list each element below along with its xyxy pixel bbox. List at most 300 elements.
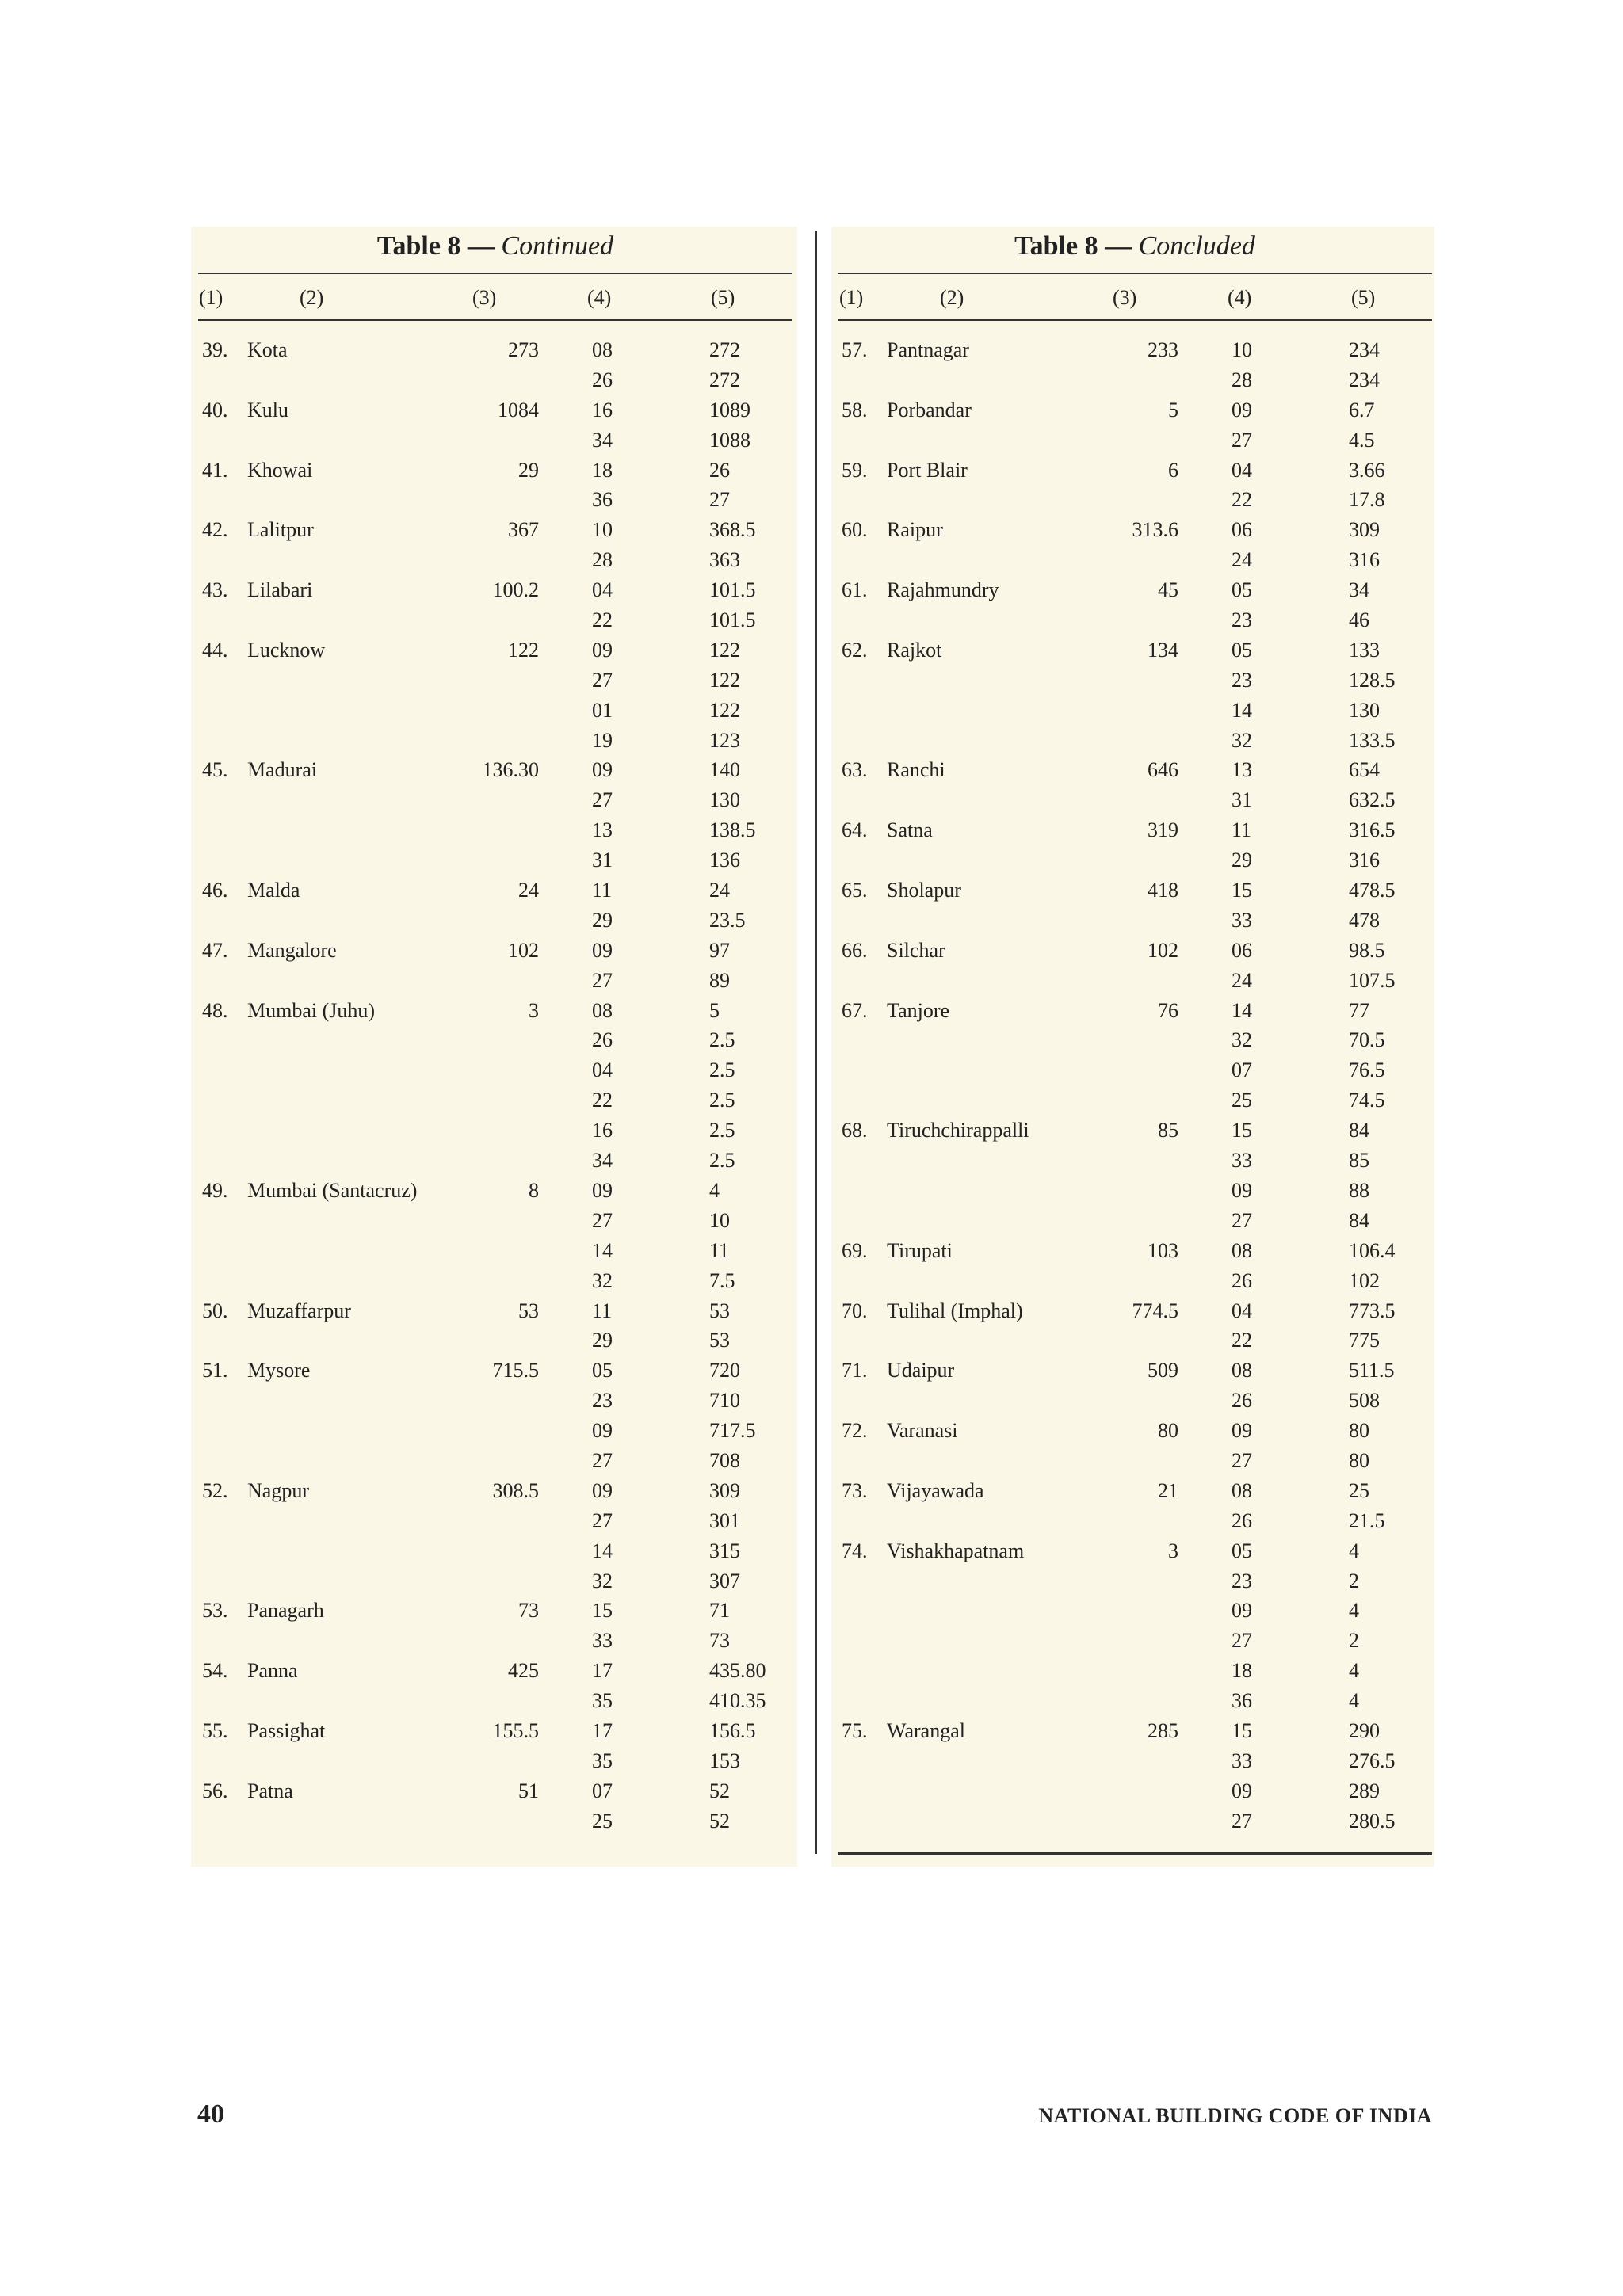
table-row	[198, 545, 792, 575]
left-cell-col1: 49.	[202, 1178, 228, 1202]
left-cell-col4: 04	[592, 578, 613, 602]
table-row	[838, 1776, 1432, 1806]
left-cell-col3: 53	[518, 1299, 539, 1322]
left-cell-col4: 32	[592, 1569, 613, 1592]
table-row	[198, 1596, 792, 1626]
left-cell-col4: 16	[592, 398, 613, 421]
table-row	[838, 425, 1432, 456]
right-cell-col1: 70.	[842, 1299, 868, 1322]
left-cell-col5: 717.5	[709, 1419, 756, 1443]
left-cell-col2: Lucknow	[247, 638, 326, 662]
left-cell-col5: 122	[709, 638, 740, 662]
left-cell-col4: 35	[592, 1689, 613, 1713]
left-cell-col1: 47.	[202, 938, 228, 962]
table-row	[198, 515, 792, 545]
right-cell-col4: 31	[1232, 788, 1252, 812]
left-table-body	[198, 335, 792, 1836]
left-cell-col2: Panna	[247, 1659, 298, 1683]
table-row	[198, 335, 792, 365]
left-cell-col1: 40.	[202, 398, 228, 421]
right-cell-col5: 76.5	[1349, 1058, 1385, 1082]
table-row	[838, 1536, 1432, 1566]
right-cell-col4: 04	[1232, 458, 1252, 482]
right-cell-col4: 24	[1232, 548, 1252, 572]
table-row	[198, 1266, 792, 1296]
right-cell-col1: 67.	[842, 998, 868, 1022]
left-header-col4: (4)	[587, 286, 612, 309]
left-cell-col5: 140	[709, 758, 740, 782]
left-cell-col3: 715.5	[492, 1359, 539, 1383]
left-cell-col4: 11	[592, 1299, 613, 1322]
right-cell-col4: 09	[1232, 1178, 1252, 1202]
left-cell-col5: 122	[709, 698, 740, 722]
left-cell-col4: 26	[592, 368, 613, 391]
table-row	[198, 1776, 792, 1806]
right-cell-col1: 73.	[842, 1478, 868, 1502]
right-cell-col4: 14	[1232, 698, 1252, 722]
left-cell-col5: 101.5	[709, 578, 756, 602]
table-row	[198, 1476, 792, 1506]
left-cell-col3: 29	[518, 458, 539, 482]
left-cell-col4: 19	[592, 728, 613, 752]
right-cell-col5: 775	[1349, 1329, 1380, 1352]
right-cell-col1: 63.	[842, 758, 868, 782]
left-cell-col4: 22	[592, 1089, 613, 1112]
left-cell-col2: Passighat	[247, 1718, 326, 1742]
left-cell-col5: 136	[709, 849, 740, 872]
table-row	[838, 1356, 1432, 1386]
right-cell-col5: 84	[1349, 1208, 1369, 1232]
left-cell-col3: 24	[518, 879, 539, 902]
right-cell-col3: 285	[1148, 1718, 1178, 1742]
left-cell-col4: 31	[592, 849, 613, 872]
right-cell-col2: Tulihal (Imphal)	[887, 1299, 1023, 1322]
right-cell-col3: 774.5	[1132, 1299, 1178, 1322]
left-cell-col4: 27	[592, 1448, 613, 1472]
right-cell-col5: 478	[1349, 908, 1380, 932]
right-cell-col5: 106.4	[1349, 1238, 1396, 1262]
left-cell-col3: 8	[529, 1178, 539, 1202]
left-header-col3: (3)	[472, 286, 497, 309]
table-row	[838, 815, 1432, 845]
right-cell-col3: 6	[1168, 458, 1178, 482]
right-cell-col3: 418	[1148, 879, 1178, 902]
right-cell-col5: 316	[1349, 849, 1380, 872]
table-row	[838, 485, 1432, 515]
right-cell-col4: 09	[1232, 1419, 1252, 1443]
table-row	[838, 845, 1432, 875]
right-cell-col1: 75.	[842, 1718, 868, 1742]
right-cell-col5: 102	[1349, 1268, 1380, 1292]
right-cell-col4: 28	[1232, 368, 1252, 391]
table-row	[838, 1596, 1432, 1626]
table-row	[198, 936, 792, 966]
right-cell-col4: 14	[1232, 998, 1252, 1022]
right-cell-col5: 2	[1349, 1629, 1359, 1653]
table-row	[838, 1446, 1432, 1476]
right-cell-col4: 23	[1232, 1569, 1252, 1592]
left-cell-col5: 363	[709, 548, 740, 572]
right-cell-col4: 09	[1232, 1599, 1252, 1623]
right-cell-col3: 319	[1148, 818, 1178, 842]
right-table-caption	[838, 228, 1432, 265]
left-cell-col5: 53	[709, 1329, 730, 1352]
table-row	[838, 785, 1432, 815]
right-cell-col1: 60.	[842, 518, 868, 542]
table-row	[838, 1386, 1432, 1416]
right-cell-col3: 646	[1148, 758, 1178, 782]
left-cell-col4: 17	[592, 1659, 613, 1683]
table-row	[838, 1085, 1432, 1116]
left-cell-col5: 1089	[709, 398, 750, 421]
table-row	[198, 845, 792, 875]
left-cell-col4: 27	[592, 788, 613, 812]
table-row	[198, 485, 792, 515]
left-cell-col4: 16	[592, 1119, 613, 1142]
right-cell-col2: Sholapur	[887, 879, 961, 902]
right-cell-col2: Vishakhapatnam	[887, 1539, 1025, 1562]
right-cell-col5: 4	[1349, 1539, 1359, 1562]
left-cell-col2: Kota	[247, 338, 288, 361]
right-table-body	[838, 335, 1432, 1836]
table-row	[198, 1536, 792, 1566]
left-cell-col4: 05	[592, 1359, 613, 1383]
right-cell-col5: 46	[1349, 608, 1369, 632]
left-cell-col1: 54.	[202, 1659, 228, 1683]
left-cell-col5: 307	[709, 1569, 740, 1592]
table-row	[838, 1476, 1432, 1506]
table-row	[838, 1566, 1432, 1596]
left-cell-col3: 136.30	[482, 758, 539, 782]
right-cell-col4: 26	[1232, 1508, 1252, 1532]
left-cell-col5: 26	[709, 458, 730, 482]
right-cell-col2: Port Blair	[887, 458, 968, 482]
left-cell-col1: 41.	[202, 458, 228, 482]
table-row	[198, 1686, 792, 1716]
table-row	[838, 1656, 1432, 1686]
right-table-bottom-rule	[838, 1852, 1432, 1855]
right-cell-col5: 4	[1349, 1659, 1359, 1683]
left-cell-col5: 435.80	[709, 1659, 766, 1683]
table-row	[198, 575, 792, 605]
left-cell-col1: 50.	[202, 1299, 228, 1322]
table-row	[198, 605, 792, 635]
right-cell-col5: 478.5	[1349, 879, 1396, 902]
right-cell-col5: 234	[1349, 338, 1380, 361]
right-cell-col2: Rajahmundry	[887, 578, 999, 602]
right-cell-col5: 3.66	[1349, 458, 1385, 482]
left-cell-col3: 155.5	[492, 1718, 539, 1742]
right-cell-col2: Silchar	[887, 938, 945, 962]
left-cell-col2: Mangalore	[247, 938, 337, 962]
left-cell-col1: 42.	[202, 518, 228, 542]
right-cell-col5: 107.5	[1349, 968, 1396, 992]
left-cell-col1: 44.	[202, 638, 228, 662]
right-cell-col5: 290	[1349, 1718, 1380, 1742]
left-cell-col4: 29	[592, 1329, 613, 1352]
right-cell-col1: 57.	[842, 338, 868, 361]
right-cell-col4: 09	[1232, 1779, 1252, 1802]
table-row	[198, 906, 792, 936]
right-cell-col4: 27	[1232, 428, 1252, 452]
left-cell-col4: 34	[592, 1149, 613, 1173]
table-row	[198, 666, 792, 696]
right-cell-col4: 10	[1232, 338, 1252, 361]
right-cell-col2: Tanjore	[887, 998, 950, 1022]
right-header-col2: (2)	[940, 286, 964, 309]
left-cell-col4: 09	[592, 1178, 613, 1202]
right-cell-col5: 80	[1349, 1419, 1369, 1443]
right-cell-col4: 05	[1232, 1539, 1252, 1562]
table-row	[198, 1055, 792, 1085]
left-cell-col3: 51	[518, 1779, 539, 1802]
table-row	[838, 1806, 1432, 1836]
left-cell-col1: 52.	[202, 1478, 228, 1502]
right-cell-col5: 654	[1349, 758, 1380, 782]
right-cell-col5: 98.5	[1349, 938, 1385, 962]
left-cell-col5: 272	[709, 338, 740, 361]
right-cell-col4: 33	[1232, 1149, 1252, 1173]
left-cell-col2: Mumbai (Juhu)	[247, 998, 376, 1022]
left-cell-col4: 25	[592, 1809, 613, 1833]
left-cell-col4: 23	[592, 1389, 613, 1413]
left-cell-col4: 27	[592, 1508, 613, 1532]
right-cell-col4: 06	[1232, 518, 1252, 542]
right-cell-col3: 45	[1158, 578, 1178, 602]
left-cell-col1: 53.	[202, 1599, 228, 1623]
right-cell-col4: 27	[1232, 1629, 1252, 1653]
right-cell-col5: 511.5	[1349, 1359, 1395, 1383]
table-row	[198, 755, 792, 785]
right-header-col3: (3)	[1113, 286, 1137, 309]
right-header-col1: (1)	[839, 286, 864, 309]
table-row	[838, 605, 1432, 635]
right-cell-col3: 85	[1158, 1119, 1178, 1142]
left-cell-col4: 14	[592, 1539, 613, 1562]
left-cell-col5: 2.5	[709, 1119, 735, 1142]
right-cell-col4: 26	[1232, 1268, 1252, 1292]
table-row	[198, 1626, 792, 1656]
right-cell-col2: Tiruchchirappalli	[887, 1119, 1029, 1142]
left-header-col2: (2)	[300, 286, 324, 309]
table-row	[838, 575, 1432, 605]
table-row	[198, 875, 792, 906]
table-row	[198, 785, 792, 815]
left-cell-col5: 138.5	[709, 818, 756, 842]
left-cell-col5: 2.5	[709, 1089, 735, 1112]
right-cell-col5: 77	[1349, 998, 1369, 1022]
left-cell-col2: Khowai	[247, 458, 313, 482]
left-cell-col5: 708	[709, 1448, 740, 1472]
right-cell-col4: 07	[1232, 1058, 1252, 1082]
left-cell-col4: 22	[592, 608, 613, 632]
right-cell-col4: 27	[1232, 1448, 1252, 1472]
table-row	[838, 1206, 1432, 1236]
right-cell-col5: 280.5	[1349, 1809, 1396, 1833]
right-cell-col2: Ranchi	[887, 758, 945, 782]
right-cell-col4: 06	[1232, 938, 1252, 962]
left-cell-col5: 153	[709, 1749, 740, 1772]
right-cell-col4: 27	[1232, 1809, 1252, 1833]
right-cell-col4: 05	[1232, 578, 1252, 602]
left-cell-col2: Mysore	[247, 1359, 311, 1383]
left-cell-col5: 315	[709, 1539, 740, 1562]
table-row	[198, 1356, 792, 1386]
right-cell-col2: Udaipur	[887, 1359, 955, 1383]
right-cell-col2: Rajkot	[887, 638, 942, 662]
table-row	[198, 815, 792, 845]
left-cell-col4: 09	[592, 1419, 613, 1443]
right-cell-col3: 21	[1158, 1478, 1178, 1502]
right-cell-col5: 316.5	[1349, 818, 1396, 842]
column-separator	[815, 231, 817, 1854]
left-cell-col3: 425	[508, 1659, 539, 1683]
table-row	[838, 696, 1432, 726]
table-row	[838, 906, 1432, 936]
book-title: NATIONAL BUILDING CODE OF INDIA	[1038, 2104, 1432, 2127]
right-cell-col5: 17.8	[1349, 488, 1385, 512]
right-cell-col5: 4	[1349, 1689, 1359, 1713]
right-cell-col3: 134	[1148, 638, 1178, 662]
table-row	[838, 875, 1432, 906]
left-cell-col1: 56.	[202, 1779, 228, 1802]
left-cell-col5: 10	[709, 1208, 730, 1232]
table-row	[838, 456, 1432, 486]
table-row	[198, 966, 792, 996]
left-cell-col5: 123	[709, 728, 740, 752]
left-cell-col5: 122	[709, 668, 740, 692]
right-cell-col5: 289	[1349, 1779, 1380, 1802]
left-cell-col4: 27	[592, 968, 613, 992]
left-header-bottom-rule	[198, 319, 792, 321]
right-cell-col1: 72.	[842, 1419, 868, 1443]
right-caption-italic: Concluded	[1138, 231, 1255, 261]
left-cell-col4: 26	[592, 1028, 613, 1052]
right-cell-col1: 66.	[842, 938, 868, 962]
left-cell-col4: 33	[592, 1629, 613, 1653]
left-cell-col3: 273	[508, 338, 539, 361]
left-cell-col2: Nagpur	[247, 1478, 309, 1502]
left-cell-col2: Lilabari	[247, 578, 313, 602]
left-cell-col4: 18	[592, 458, 613, 482]
table-row	[198, 996, 792, 1026]
left-cell-col5: 710	[709, 1389, 740, 1413]
left-cell-col2: Mumbai (Santacruz)	[247, 1178, 418, 1202]
table-row	[838, 1236, 1432, 1266]
right-cell-col1: 58.	[842, 398, 868, 421]
left-cell-col4: 09	[592, 938, 613, 962]
left-cell-col3: 1084	[498, 398, 539, 421]
left-cell-col4: 04	[592, 1058, 613, 1082]
left-cell-col3: 3	[529, 998, 539, 1022]
table-row	[198, 1746, 792, 1776]
left-table-caption	[198, 228, 792, 265]
right-cell-col4: 23	[1232, 608, 1252, 632]
right-cell-col5: 133	[1349, 638, 1380, 662]
left-cell-col1: 51.	[202, 1359, 228, 1383]
table-row	[198, 1176, 792, 1206]
right-cell-col5: 309	[1349, 518, 1380, 542]
left-cell-col5: 53	[709, 1299, 730, 1322]
left-cell-col2: Madurai	[247, 758, 318, 782]
left-cell-col5: 272	[709, 368, 740, 391]
table-row	[198, 456, 792, 486]
right-cell-col4: 04	[1232, 1299, 1252, 1322]
right-cell-col3: 5	[1168, 398, 1178, 421]
right-cell-col5: 4	[1349, 1599, 1359, 1623]
right-cell-col4: 33	[1232, 1749, 1252, 1772]
table-row	[838, 1716, 1432, 1746]
left-cell-col4: 08	[592, 998, 613, 1022]
table-row	[838, 755, 1432, 785]
left-cell-col1: 55.	[202, 1718, 228, 1742]
left-cell-col3: 102	[508, 938, 539, 962]
right-cell-col5: 21.5	[1349, 1508, 1385, 1532]
right-cell-col3: 76	[1158, 998, 1178, 1022]
table-row	[838, 1686, 1432, 1716]
table-row	[838, 335, 1432, 365]
table-row	[838, 635, 1432, 666]
right-cell-col4: 27	[1232, 1208, 1252, 1232]
right-cell-col4: 33	[1232, 908, 1252, 932]
right-cell-col4: 08	[1232, 1478, 1252, 1502]
table-row	[838, 996, 1432, 1026]
right-cell-col4: 13	[1232, 758, 1252, 782]
table-row	[198, 1116, 792, 1146]
left-cell-col4: 09	[592, 1478, 613, 1502]
right-cell-col1: 62.	[842, 638, 868, 662]
left-cell-col2: Muzaffarpur	[247, 1299, 351, 1322]
right-cell-col4: 36	[1232, 1689, 1252, 1713]
right-cell-col1: 71.	[842, 1359, 868, 1383]
left-cell-col5: 130	[709, 788, 740, 812]
right-cell-col5: 128.5	[1349, 668, 1396, 692]
left-cell-col1: 46.	[202, 879, 228, 902]
left-cell-col4: 35	[592, 1749, 613, 1772]
left-cell-col4: 07	[592, 1779, 613, 1802]
left-cell-col4: 08	[592, 338, 613, 361]
right-cell-col3: 102	[1148, 938, 1178, 962]
left-header-col5: (5)	[711, 286, 735, 309]
right-cell-col4: 22	[1232, 1329, 1252, 1352]
right-cell-col1: 64.	[842, 818, 868, 842]
left-cell-col5: 1088	[709, 428, 750, 452]
right-cell-col4: 22	[1232, 488, 1252, 512]
left-cell-col4: 17	[592, 1718, 613, 1742]
right-cell-col1: 68.	[842, 1119, 868, 1142]
table-row	[838, 365, 1432, 395]
table-row	[198, 425, 792, 456]
right-cell-col1: 61.	[842, 578, 868, 602]
right-cell-col4: 32	[1232, 1028, 1252, 1052]
left-cell-col2: Malda	[247, 879, 300, 902]
right-cell-col5: 276.5	[1349, 1749, 1396, 1772]
right-cell-col4: 05	[1232, 638, 1252, 662]
table-row	[838, 1506, 1432, 1536]
left-cell-col5: 2.5	[709, 1028, 735, 1052]
right-cell-col5: 632.5	[1349, 788, 1396, 812]
right-cell-col4: 24	[1232, 968, 1252, 992]
table-row	[198, 1806, 792, 1836]
right-cell-col2: Raipur	[887, 518, 943, 542]
left-cell-col4: 27	[592, 668, 613, 692]
right-cell-col5: 508	[1349, 1389, 1380, 1413]
left-caption-bold: Table 8 —	[376, 231, 495, 261]
table-row	[838, 1025, 1432, 1055]
right-cell-col1: 74.	[842, 1539, 868, 1562]
right-caption-bold: Table 8 —	[1014, 231, 1132, 261]
left-cell-col5: 97	[709, 938, 730, 962]
